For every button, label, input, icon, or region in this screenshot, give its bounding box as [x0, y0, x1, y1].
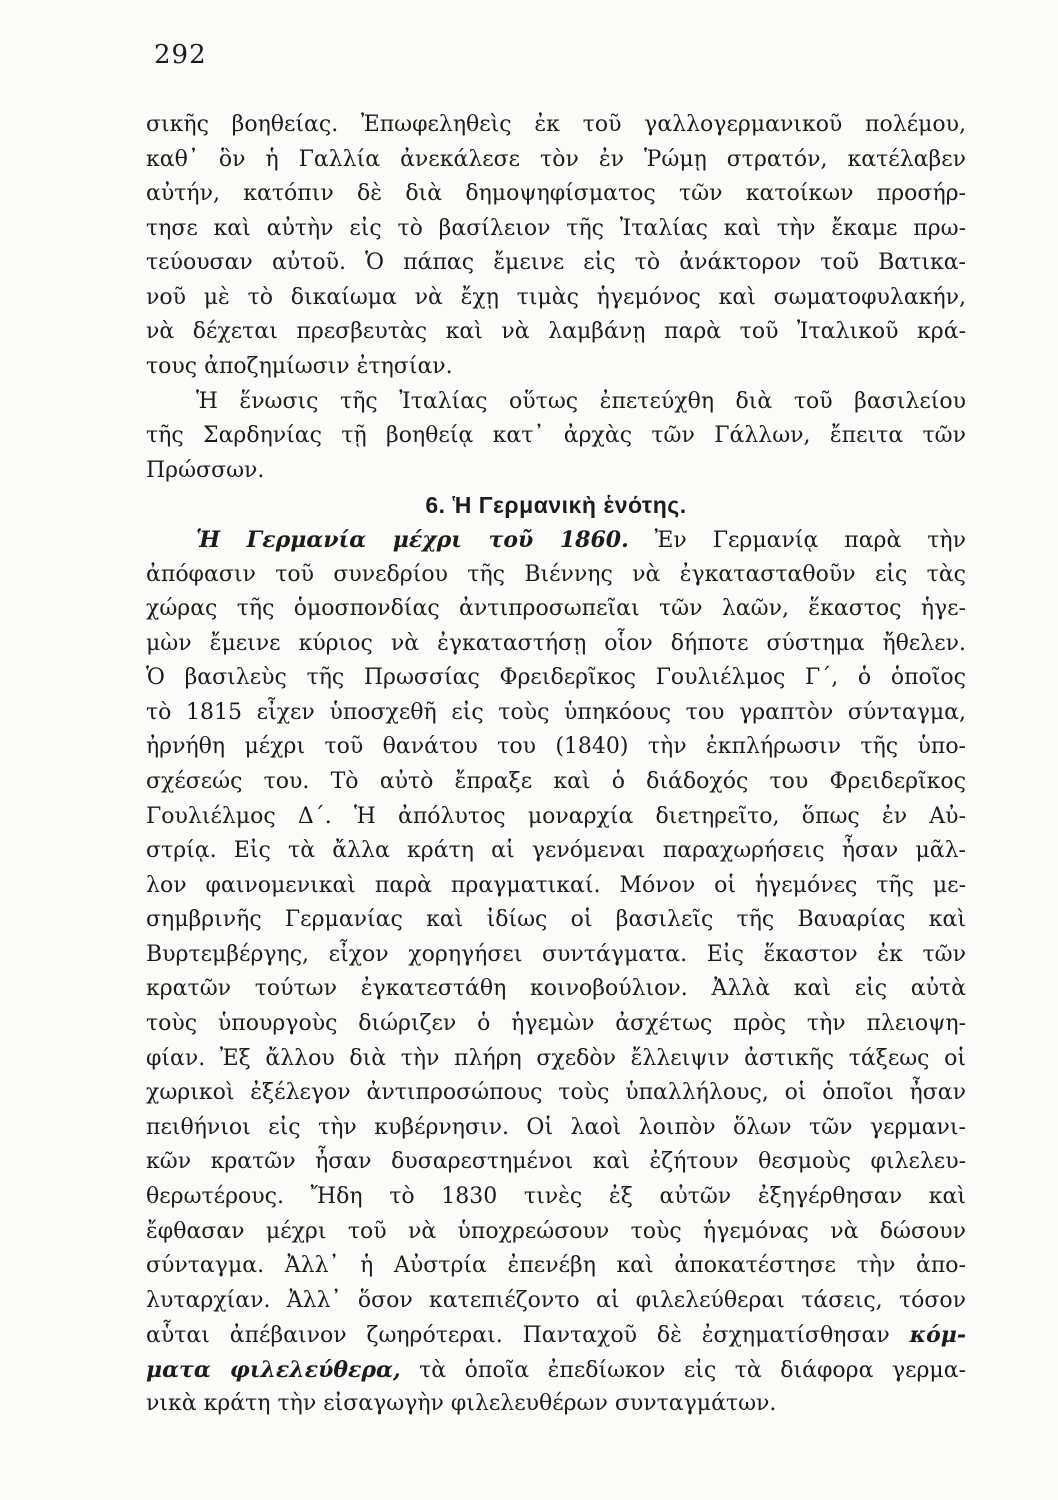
- text-line: [146, 1318, 966, 1353]
- text-line: ἠρνήθη μέχρι τοῦ θανάτου του (1840) τὴν ἐκπλήρωσιν τῆς ὑπο-: [146, 734, 966, 760]
- text-line: σημβρινῆς Γερμανίας καὶ ἰδίως οἱ βασιλεῖς τῆς Βαυαρίας καὶ: [146, 907, 966, 933]
- text-line: τεύουσαν αὐτοῦ. Ὁ πάπας ἔμεινε εἰς τὸ ἀνάκτορον τοῦ Βατικα-: [146, 250, 966, 276]
- text-line: ἀπόφασιν τοῦ συνεδρίου τῆς Βιέννης νὰ ἐγκατασταθοῦν εἰς τὰς: [146, 561, 966, 587]
- text-line: Γουλιέλμος Δ΄. Ἡ ἀπόλυτος μοναρχία διετηρεῖτο, ὅπως ἐν Αὐ-: [146, 803, 966, 829]
- text-line: λυταρχίαν. Ἀλλ᾽ ὅσον κατεπιέζοντο αἱ φιλελεύθεραι τάσεις, τόσον: [146, 1287, 966, 1313]
- text-line: φίαν. Ἐξ ἄλλου διὰ τὴν πλήρη σχεδὸν ἔλλειψιν ἀστικῆς τάξεως οἱ: [146, 1045, 966, 1071]
- text-line: Βυρτεμβέργης, εἶχον χορηγήσει συντάγματα. Εἰς ἕκαστον ἐκ τῶν: [146, 941, 966, 967]
- text-line: τῆς Σαρδηνίας τῇ βοηθείᾳ κατ᾽ ἀρχὰς τῶν Γάλλων, ἔπειτα τῶν: [146, 423, 966, 449]
- emphasis-text: κόμ-: [909, 1322, 966, 1349]
- text-line: ἔφθασαν μέχρι τοῦ νὰ ὑποχρεώσουν τοὺς ἡγεμόνας νὰ δώσουν: [146, 1218, 966, 1244]
- text-line: χωρικοὶ ἐξέλεγον ἀντιπροσώπους τοὺς ὑπαλλήλους, οἱ ὁποῖοι ἦσαν: [146, 1080, 966, 1106]
- text-line: τους ἀποζημίωσιν ἐτησίαν.: [146, 354, 453, 380]
- text-line: σικῆς βοηθείας. Ἐπωφεληθεὶς ἐκ τοῦ γαλλογερμανικοῦ πολέμου,: [146, 112, 966, 137]
- text-line: χώρας τῆς ὁμοσπονδίας ἀντιπροσωπεῖαι τῶν λαῶν, ἕκαστος ἡγε-: [146, 596, 966, 622]
- text-line: νοῦ μὲ τὸ δικαίωμα νὰ ἔχῃ τιμὰς ἡγεμόνος καὶ σωματοφυλακήν,: [146, 284, 966, 310]
- text-line: μὼν ἔμεινε κύριος νὰ ἐγκαταστήσῃ οἷον δήποτε σύστημα ἤθελεν.: [146, 630, 966, 656]
- text-line: κρατῶν τούτων ἐγκατεστάθη κοινοβούλιον. Ἀλλὰ καὶ εἰς αὐτὰ: [146, 976, 966, 1002]
- text-line: σύνταγμα. Ἀλλ᾽ ἡ Αὐστρία ἐπενέβη καὶ ἀποκατέστησε τὴν ἀπο-: [146, 1253, 966, 1279]
- text-line: καθ᾽ ὃν ἡ Γαλλία ἀνεκάλεσε τὸν ἐν Ῥώμῃ στρατόν, κατέλαβεν: [146, 146, 966, 172]
- text-fragment: αὗται ἀπέβαινον ζωηρότεραι. Πανταχοῦ δὲ ἐσχηματίσθησαν: [146, 1323, 910, 1349]
- text-line: αὐτήν, κατόπιν δὲ διὰ δημοψηφίσματος τῶν κατοίκων προσήρ-: [146, 181, 966, 207]
- body-text: [146, 108, 966, 1422]
- subsection-title: Ἡ Γερμανία μέχρι τοῦ 1860.: [196, 526, 629, 553]
- text-line: [146, 1353, 966, 1388]
- text-line: τοὺς ὑπουργοὺς διώριζεν ὁ ἡγεμὼν ἀσχέτως πρὸς τὴν πλειοψη-: [146, 1011, 966, 1037]
- page-number: 292: [154, 40, 207, 70]
- text-line: θερωτέρους. Ἤδη τὸ 1830 τινὲς ἐξ αὐτῶν ἐξηγέρθησαν καὶ: [146, 1183, 966, 1209]
- subsection-line: [146, 523, 966, 558]
- text-line: στρίᾳ. Εἰς τὰ ἄλλα κράτη αἱ γενόμεναι παραχωρήσεις ἦσαν μᾶλ-: [146, 838, 966, 864]
- text-fragment: τὰ ὁποῖα ἐπεδίωκον εἰς τὰ διάφορα γερμα-: [400, 1357, 967, 1383]
- text-line: τησε καὶ αὐτὴν εἰς τὸ βασίλειον τῆς Ἰταλίας καὶ τὴν ἔκαμε πρω-: [146, 215, 966, 241]
- paragraph-start: Ἡ ἕνωσις τῆς Ἰταλίας οὕτως ἐπετεύχθη διὰ τοῦ βασιλείου: [196, 388, 966, 414]
- text-line: κῶν κρατῶν ἦσαν δυσαρεστημένοι καὶ ἐζήτουν θεσμοὺς φιλελευ-: [146, 1149, 966, 1175]
- text-line: τὸ 1815 εἶχεν ὑποσχεθῆ εἰς τοὺς ὑπηκόους του γραπτὸν σύνταγμα,: [146, 699, 966, 725]
- section-heading: 6. Ἡ Γερμανικὴ ἑνότης.: [425, 492, 687, 519]
- text-line: σχέσεώς του. Τὸ αὐτὸ ἔπραξε καὶ ὁ διάδοχός του Φρειδερῖκος: [146, 768, 966, 794]
- text-line: νικὰ κράτη τὴν εἰσαγωγὴν φιλελευθέρων συνταγμάτων.: [146, 1391, 777, 1417]
- text-line: Πρώσσων.: [146, 457, 265, 483]
- emphasis-text: ματα φιλελεύθερα,: [146, 1356, 401, 1383]
- text-line: Ὁ βασιλεὺς τῆς Πρωσσίας Φρειδερῖκος Γουλιέλμος Γ΄, ὁ ὁποῖος: [146, 665, 966, 691]
- text-line: νὰ δέχεται πρεσβευτὰς καὶ νὰ λαμβάνῃ παρὰ τοῦ Ἰταλικοῦ κρά-: [146, 319, 966, 345]
- text-line: πειθήνιοι εἰς τὴν κυβέρνησιν. Οἱ λαοὶ λοιπὸν ὅλων τῶν γερμανι-: [146, 1114, 966, 1140]
- text-fragment: Ἐν Γερμανίᾳ παρὰ τὴν: [628, 527, 966, 553]
- text-line: λον φαινομενικαὶ παρὰ πραγματικαί. Μόνον οἱ ἡγεμόνες τῆς με-: [146, 872, 966, 898]
